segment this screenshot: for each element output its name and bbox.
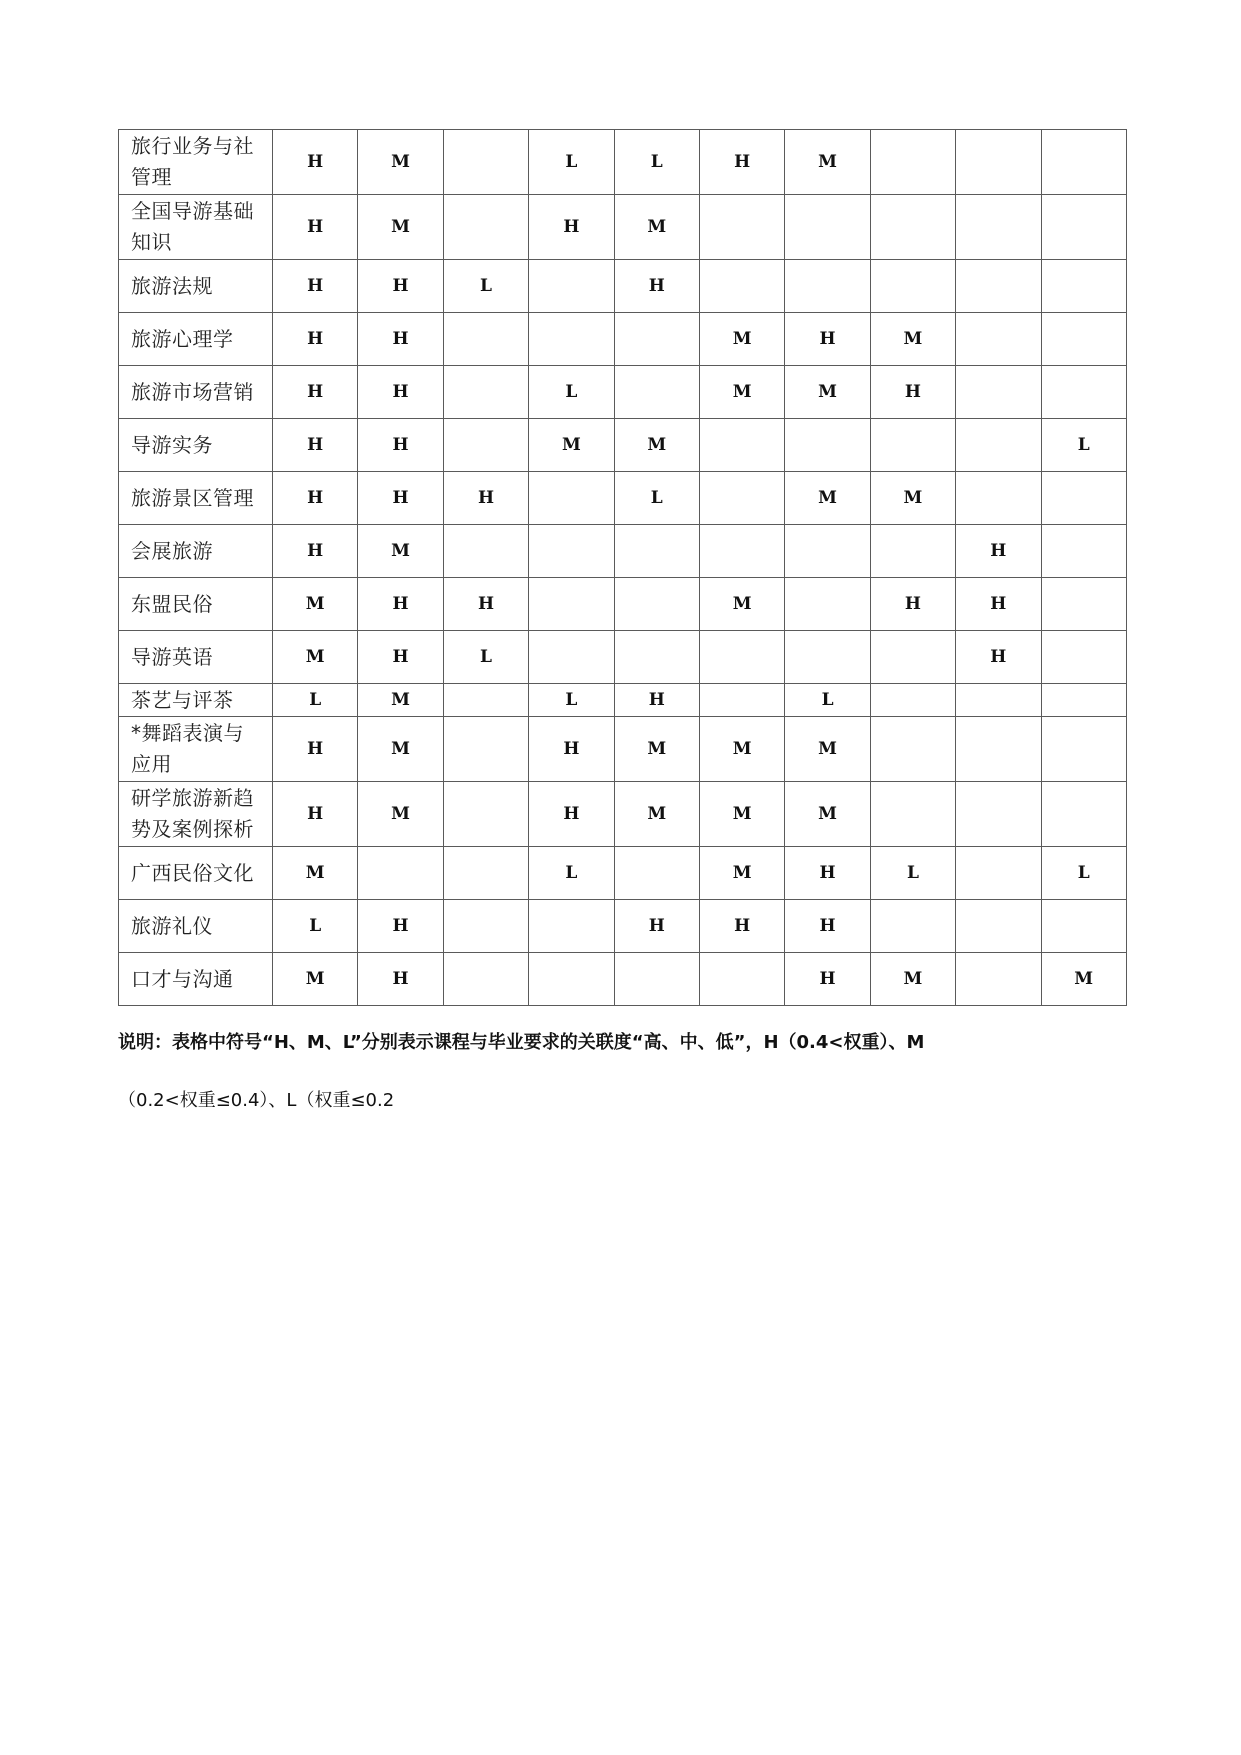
course-name-cell: [119, 472, 273, 525]
relevance-cell: H: [870, 366, 955, 419]
relevance-cell: H: [358, 260, 443, 313]
relevance-cell: [956, 684, 1041, 717]
relevance-cell: [870, 684, 955, 717]
relevance-cell: L: [614, 472, 699, 525]
relevance-cell: H: [614, 260, 699, 313]
relevance-cell: [614, 578, 699, 631]
relevance-cell: M: [358, 717, 443, 782]
relevance-cell: M: [614, 782, 699, 847]
relevance-cell: M: [358, 684, 443, 717]
relevance-cell: [699, 631, 784, 684]
table-row: [119, 717, 1127, 782]
relevance-cell: [699, 472, 784, 525]
relevance-cell: L: [273, 900, 358, 953]
table-row: [119, 900, 1127, 953]
relevance-cell: M: [273, 578, 358, 631]
relevance-cell: H: [614, 684, 699, 717]
relevance-cell: M: [273, 953, 358, 1006]
relevance-cell: H: [443, 472, 528, 525]
course-name-line: 旅行业务与社: [131, 134, 254, 158]
course-name-line: 东盟民俗: [131, 591, 213, 616]
relevance-cell: L: [1041, 847, 1126, 900]
course-name-cell: [119, 578, 273, 631]
course-name-line: *舞蹈表演与: [131, 721, 244, 745]
table-row: [119, 631, 1127, 684]
relevance-cell: [443, 525, 528, 578]
course-name-line: 旅游礼仪: [131, 913, 213, 938]
relevance-cell: [956, 366, 1041, 419]
table-row: [119, 260, 1127, 313]
relevance-cell: [614, 525, 699, 578]
relevance-cell: [870, 631, 955, 684]
course-name-cell: [119, 953, 273, 1006]
relevance-cell: [699, 195, 784, 260]
relevance-cell: [443, 717, 528, 782]
relevance-cell: H: [358, 313, 443, 366]
relevance-cell: [870, 260, 955, 313]
relevance-cell: [1041, 260, 1126, 313]
relevance-cell: H: [358, 578, 443, 631]
relevance-cell: [956, 419, 1041, 472]
relevance-cell: H: [273, 717, 358, 782]
relevance-cell: H: [273, 260, 358, 313]
course-name-cell: [119, 195, 273, 260]
relevance-cell: [529, 953, 614, 1006]
relevance-cell: [1041, 366, 1126, 419]
relevance-cell: [870, 419, 955, 472]
relevance-cell: [443, 900, 528, 953]
relevance-cell: [443, 419, 528, 472]
relevance-cell: [614, 313, 699, 366]
course-name-line: 知识: [131, 230, 172, 254]
relevance-cell: [1041, 313, 1126, 366]
relevance-cell: [614, 847, 699, 900]
table-row: [119, 313, 1127, 366]
relevance-cell: H: [443, 578, 528, 631]
relevance-cell: [699, 684, 784, 717]
relevance-cell: L: [614, 130, 699, 195]
relevance-cell: [1041, 782, 1126, 847]
relevance-cell: H: [273, 313, 358, 366]
relevance-cell: H: [529, 717, 614, 782]
relevance-cell: M: [699, 847, 784, 900]
relevance-cell: M: [785, 366, 870, 419]
relevance-cell: H: [956, 631, 1041, 684]
relevance-cell: H: [529, 195, 614, 260]
relevance-cell: [956, 782, 1041, 847]
table-row: [119, 366, 1127, 419]
relevance-cell: M: [870, 313, 955, 366]
course-name-line: 旅游市场营销: [131, 379, 254, 404]
table-row: [119, 525, 1127, 578]
course-name-cell: [119, 900, 273, 953]
relevance-cell: [529, 578, 614, 631]
relevance-cell: H: [273, 419, 358, 472]
relevance-cell: [1041, 578, 1126, 631]
table-row: [119, 578, 1127, 631]
matrix-body: [119, 130, 1127, 1006]
table-row: [119, 847, 1127, 900]
course-name-cell: [119, 782, 273, 847]
relevance-cell: [529, 313, 614, 366]
relevance-cell: L: [529, 366, 614, 419]
course-requirement-matrix: [118, 129, 1127, 1006]
relevance-cell: M: [870, 953, 955, 1006]
relevance-cell: [785, 525, 870, 578]
relevance-cell: [870, 900, 955, 953]
course-name-cell: [119, 631, 273, 684]
relevance-cell: L: [273, 684, 358, 717]
course-name-line: 旅游景区管理: [131, 485, 254, 510]
course-name-line: 研学旅游新趋: [131, 786, 254, 810]
relevance-cell: [870, 195, 955, 260]
relevance-cell: [956, 260, 1041, 313]
relevance-cell: [1041, 130, 1126, 195]
relevance-cell: [443, 366, 528, 419]
relevance-cell: [443, 313, 528, 366]
table-row: [119, 782, 1127, 847]
relevance-cell: [870, 525, 955, 578]
relevance-cell: [1041, 631, 1126, 684]
relevance-cell: M: [358, 195, 443, 260]
relevance-cell: H: [785, 847, 870, 900]
relevance-cell: H: [358, 900, 443, 953]
course-name-cell: [119, 260, 273, 313]
relevance-cell: [956, 953, 1041, 1006]
relevance-cell: H: [273, 472, 358, 525]
relevance-cell: H: [529, 782, 614, 847]
relevance-cell: [870, 717, 955, 782]
relevance-cell: [529, 900, 614, 953]
relevance-cell: [1041, 684, 1126, 717]
relevance-cell: M: [358, 525, 443, 578]
relevance-cell: [1041, 717, 1126, 782]
relevance-cell: [443, 195, 528, 260]
relevance-cell: M: [614, 195, 699, 260]
relevance-cell: [443, 953, 528, 1006]
relevance-cell: M: [699, 578, 784, 631]
relevance-cell: [785, 419, 870, 472]
relevance-cell: L: [443, 260, 528, 313]
relevance-cell: M: [358, 130, 443, 195]
relevance-cell: M: [699, 782, 784, 847]
relevance-cell: M: [699, 366, 784, 419]
relevance-cell: H: [273, 366, 358, 419]
relevance-cell: H: [699, 130, 784, 195]
relevance-cell: M: [870, 472, 955, 525]
course-name-cell: [119, 847, 273, 900]
legend-note-line-1: 说明：表格中符号“H、M、L”分别表示课程与毕业要求的关联度“高、中、低”，H（0.4<权重）、M: [118, 1032, 925, 1053]
relevance-cell: M: [273, 847, 358, 900]
course-name-line: 管理: [131, 165, 172, 189]
course-name-line: 势及案例探析: [131, 817, 254, 841]
relevance-cell: H: [614, 900, 699, 953]
table-row: [119, 472, 1127, 525]
relevance-cell: H: [358, 366, 443, 419]
relevance-cell: H: [956, 578, 1041, 631]
relevance-cell: H: [273, 195, 358, 260]
relevance-cell: [956, 130, 1041, 195]
relevance-cell: [529, 525, 614, 578]
relevance-cell: [870, 130, 955, 195]
relevance-cell: H: [699, 900, 784, 953]
table-row: [119, 195, 1127, 260]
relevance-cell: L: [443, 631, 528, 684]
relevance-cell: M: [529, 419, 614, 472]
relevance-cell: H: [358, 419, 443, 472]
relevance-cell: M: [614, 419, 699, 472]
course-name-line: 茶艺与评茶: [131, 687, 234, 712]
course-name-cell: [119, 313, 273, 366]
legend-note-line-2: （0.2<权重≤0.4）、L（权重≤0.2: [118, 1090, 395, 1111]
relevance-cell: [699, 953, 784, 1006]
relevance-cell: M: [614, 717, 699, 782]
course-name-line: 导游英语: [131, 644, 213, 669]
course-name-line: 全国导游基础: [131, 199, 254, 223]
relevance-cell: [443, 684, 528, 717]
relevance-cell: L: [785, 684, 870, 717]
relevance-cell: M: [1041, 953, 1126, 1006]
relevance-cell: [358, 847, 443, 900]
relevance-cell: H: [870, 578, 955, 631]
relevance-cell: L: [529, 130, 614, 195]
relevance-cell: [699, 260, 784, 313]
course-name-line: 旅游法规: [131, 273, 213, 298]
relevance-cell: H: [273, 525, 358, 578]
relevance-cell: [699, 419, 784, 472]
course-name-cell: [119, 130, 273, 195]
course-name-cell: [119, 717, 273, 782]
relevance-cell: M: [699, 717, 784, 782]
table-row: [119, 419, 1127, 472]
relevance-cell: H: [785, 953, 870, 1006]
relevance-cell: [529, 472, 614, 525]
relevance-cell: [1041, 525, 1126, 578]
relevance-cell: [870, 782, 955, 847]
course-name-cell: [119, 419, 273, 472]
relevance-cell: [956, 195, 1041, 260]
relevance-cell: [443, 847, 528, 900]
relevance-cell: M: [785, 130, 870, 195]
relevance-cell: M: [785, 717, 870, 782]
table-row: [119, 684, 1127, 717]
relevance-cell: H: [358, 472, 443, 525]
relevance-cell: M: [358, 782, 443, 847]
relevance-cell: M: [785, 472, 870, 525]
relevance-cell: [785, 631, 870, 684]
relevance-cell: [529, 260, 614, 313]
relevance-cell: [956, 472, 1041, 525]
relevance-cell: [614, 631, 699, 684]
relevance-cell: [614, 953, 699, 1006]
relevance-cell: M: [699, 313, 784, 366]
table-row: [119, 953, 1127, 1006]
relevance-cell: L: [870, 847, 955, 900]
relevance-cell: H: [956, 525, 1041, 578]
relevance-cell: L: [1041, 419, 1126, 472]
relevance-cell: H: [358, 631, 443, 684]
relevance-cell: [1041, 472, 1126, 525]
relevance-cell: [1041, 195, 1126, 260]
course-name-cell: [119, 366, 273, 419]
relevance-cell: H: [785, 900, 870, 953]
course-name-line: 应用: [131, 752, 172, 776]
relevance-cell: [956, 313, 1041, 366]
relevance-cell: [699, 525, 784, 578]
relevance-cell: H: [785, 313, 870, 366]
course-name-line: 会展旅游: [131, 538, 213, 563]
table-row: [119, 130, 1127, 195]
relevance-cell: H: [273, 782, 358, 847]
relevance-cell: L: [529, 684, 614, 717]
relevance-cell: [1041, 900, 1126, 953]
course-name-cell: [119, 684, 273, 717]
relevance-cell: [529, 631, 614, 684]
relevance-cell: [956, 717, 1041, 782]
relevance-cell: M: [273, 631, 358, 684]
relevance-cell: L: [529, 847, 614, 900]
relevance-cell: M: [785, 782, 870, 847]
relevance-cell: [614, 366, 699, 419]
relevance-cell: [956, 900, 1041, 953]
relevance-cell: [785, 260, 870, 313]
course-name-line: 广西民俗文化: [131, 860, 254, 885]
relevance-cell: [443, 782, 528, 847]
course-name-line: 导游实务: [131, 432, 213, 457]
relevance-cell: H: [358, 953, 443, 1006]
course-name-cell: [119, 525, 273, 578]
relevance-cell: [785, 578, 870, 631]
relevance-cell: [956, 847, 1041, 900]
relevance-cell: [443, 130, 528, 195]
course-name-line: 旅游心理学: [131, 326, 234, 351]
relevance-cell: H: [273, 130, 358, 195]
relevance-cell: [785, 195, 870, 260]
course-name-line: 口才与沟通: [131, 966, 234, 991]
